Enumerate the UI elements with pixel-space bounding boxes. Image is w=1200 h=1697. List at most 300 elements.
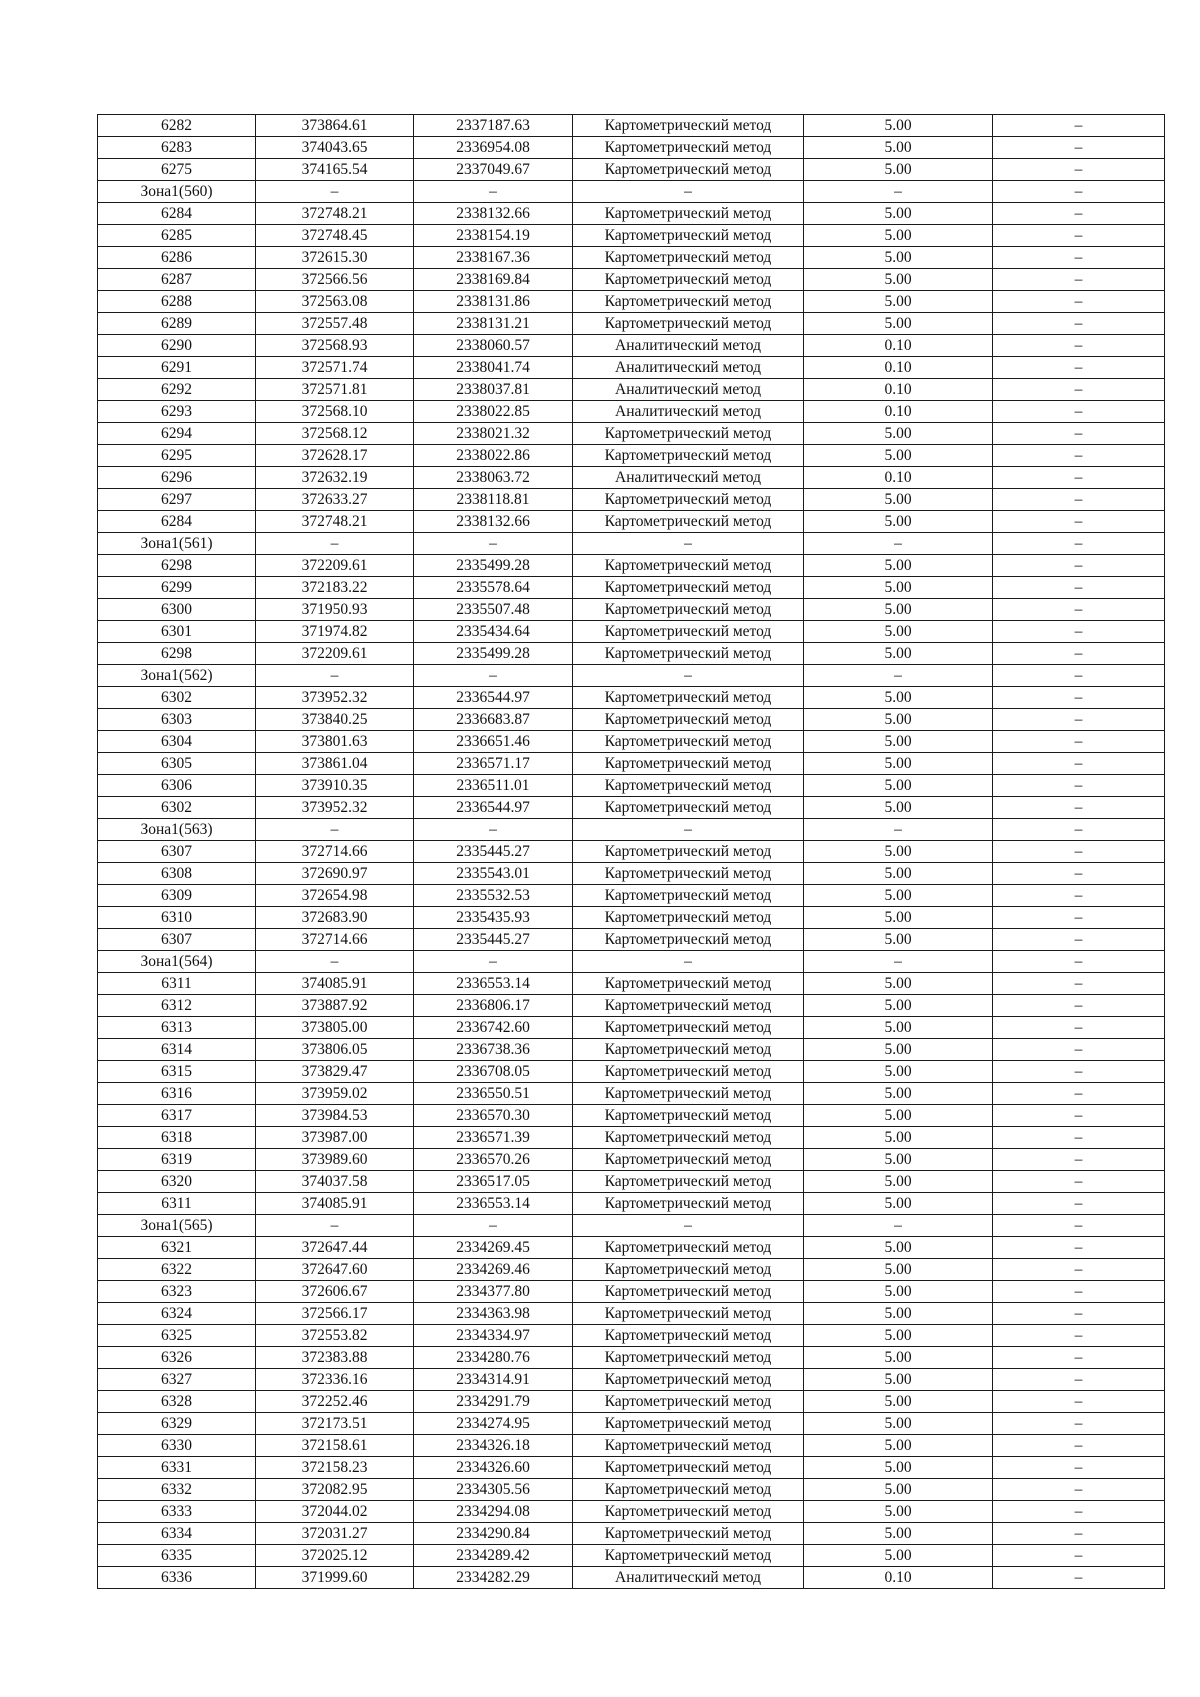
y-coordinate-cell: 2337187.63 [414, 115, 573, 137]
point-number-cell: 6324 [98, 1303, 256, 1325]
method-cell: Картометрический метод [573, 599, 804, 621]
accuracy-cell: 5.00 [804, 863, 993, 885]
point-number-cell: 6306 [98, 775, 256, 797]
method-cell: Картометрический метод [573, 929, 804, 951]
zone-label-cell: Зона1(565) [98, 1215, 256, 1237]
method-cell: Картометрический метод [573, 1479, 804, 1501]
description-cell: – [993, 445, 1165, 467]
x-coordinate-cell: 374043.65 [256, 137, 414, 159]
point-number-cell: 6302 [98, 797, 256, 819]
accuracy-cell: – [804, 533, 993, 555]
table-row [98, 1567, 1165, 1589]
y-coordinate-cell: 2335435.93 [414, 907, 573, 929]
x-coordinate-cell: 373959.02 [256, 1083, 414, 1105]
accuracy-cell: 5.00 [804, 577, 993, 599]
y-coordinate-cell: 2336550.51 [414, 1083, 573, 1105]
table-row [98, 467, 1165, 489]
description-cell: – [993, 1171, 1165, 1193]
x-coordinate-cell: 372031.27 [256, 1523, 414, 1545]
table-row [98, 1105, 1165, 1127]
method-cell: Картометрический метод [573, 1259, 804, 1281]
method-cell: Картометрический метод [573, 1501, 804, 1523]
accuracy-cell: – [804, 181, 993, 203]
description-cell: – [993, 489, 1165, 511]
description-cell: – [993, 1545, 1165, 1567]
table-row [98, 885, 1165, 907]
point-number-cell: 6319 [98, 1149, 256, 1171]
accuracy-cell: 5.00 [804, 137, 993, 159]
zone-header-row [98, 181, 1165, 203]
y-coordinate-cell: 2336517.05 [414, 1171, 573, 1193]
y-coordinate-cell: 2338041.74 [414, 357, 573, 379]
x-coordinate-cell: 373805.00 [256, 1017, 414, 1039]
point-number-cell: 6315 [98, 1061, 256, 1083]
accuracy-cell: – [804, 1215, 993, 1237]
point-number-cell: 6301 [98, 621, 256, 643]
y-coordinate-cell: 2338037.81 [414, 379, 573, 401]
point-number-cell: 6316 [98, 1083, 256, 1105]
method-cell: Картометрический метод [573, 225, 804, 247]
x-coordinate-cell: 373984.53 [256, 1105, 414, 1127]
x-coordinate-cell: 374085.91 [256, 1193, 414, 1215]
accuracy-cell: 5.00 [804, 1281, 993, 1303]
y-coordinate-cell: – [414, 665, 573, 687]
description-cell: – [993, 863, 1165, 885]
x-coordinate-cell: 372173.51 [256, 1413, 414, 1435]
accuracy-cell: 5.00 [804, 423, 993, 445]
table-row [98, 1413, 1165, 1435]
y-coordinate-cell: 2334269.46 [414, 1259, 573, 1281]
table-body [98, 115, 1165, 1589]
description-cell: – [993, 533, 1165, 555]
x-coordinate-cell: 372568.12 [256, 423, 414, 445]
accuracy-cell: 0.10 [804, 401, 993, 423]
y-coordinate-cell: 2334326.60 [414, 1457, 573, 1479]
description-cell: – [993, 797, 1165, 819]
x-coordinate-cell: 372647.60 [256, 1259, 414, 1281]
y-coordinate-cell: – [414, 819, 573, 841]
x-coordinate-cell: 372632.19 [256, 467, 414, 489]
zone-header-row [98, 665, 1165, 687]
accuracy-cell: 5.00 [804, 1105, 993, 1127]
description-cell: – [993, 1435, 1165, 1457]
point-number-cell: 6287 [98, 269, 256, 291]
accuracy-cell: 5.00 [804, 1545, 993, 1567]
description-cell: – [993, 1237, 1165, 1259]
description-cell: – [993, 709, 1165, 731]
accuracy-cell: 5.00 [804, 709, 993, 731]
table-row [98, 401, 1165, 423]
x-coordinate-cell: 371950.93 [256, 599, 414, 621]
accuracy-cell: 5.00 [804, 1083, 993, 1105]
table-row [98, 709, 1165, 731]
accuracy-cell: 5.00 [804, 797, 993, 819]
point-number-cell: 6318 [98, 1127, 256, 1149]
point-number-cell: 6295 [98, 445, 256, 467]
accuracy-cell: 5.00 [804, 1457, 993, 1479]
table-row [98, 995, 1165, 1017]
method-cell: – [573, 665, 804, 687]
description-cell: – [993, 1039, 1165, 1061]
description-cell: – [993, 1083, 1165, 1105]
method-cell: Аналитический метод [573, 335, 804, 357]
description-cell: – [993, 1149, 1165, 1171]
point-number-cell: 6299 [98, 577, 256, 599]
y-coordinate-cell: 2334282.29 [414, 1567, 573, 1589]
x-coordinate-cell: 372158.23 [256, 1457, 414, 1479]
table-row [98, 1325, 1165, 1347]
accuracy-cell: – [804, 819, 993, 841]
point-number-cell: 6321 [98, 1237, 256, 1259]
y-coordinate-cell: 2334326.18 [414, 1435, 573, 1457]
point-number-cell: 6285 [98, 225, 256, 247]
accuracy-cell: 5.00 [804, 1017, 993, 1039]
table-row [98, 137, 1165, 159]
y-coordinate-cell: 2336571.39 [414, 1127, 573, 1149]
table-row [98, 1193, 1165, 1215]
method-cell: Картометрический метод [573, 841, 804, 863]
accuracy-cell: 5.00 [804, 291, 993, 313]
coordinates-table [97, 114, 1165, 1589]
table-row [98, 1237, 1165, 1259]
point-number-cell: 6291 [98, 357, 256, 379]
x-coordinate-cell: 373987.00 [256, 1127, 414, 1149]
accuracy-cell: 0.10 [804, 335, 993, 357]
description-cell: – [993, 995, 1165, 1017]
x-coordinate-cell: – [256, 951, 414, 973]
y-coordinate-cell: 2335499.28 [414, 643, 573, 665]
table-row [98, 1501, 1165, 1523]
point-number-cell: 6320 [98, 1171, 256, 1193]
zone-label-cell: Зона1(564) [98, 951, 256, 973]
description-cell: – [993, 643, 1165, 665]
y-coordinate-cell: 2335434.64 [414, 621, 573, 643]
accuracy-cell: 5.00 [804, 115, 993, 137]
point-number-cell: 6310 [98, 907, 256, 929]
table-row [98, 1061, 1165, 1083]
description-cell: – [993, 269, 1165, 291]
description-cell: – [993, 511, 1165, 533]
description-cell: – [993, 1215, 1165, 1237]
table-row [98, 335, 1165, 357]
description-cell: – [993, 225, 1165, 247]
point-number-cell: 6305 [98, 753, 256, 775]
table-row [98, 159, 1165, 181]
table-row [98, 621, 1165, 643]
zone-header-row [98, 1215, 1165, 1237]
method-cell: Картометрический метод [573, 1193, 804, 1215]
x-coordinate-cell: 374037.58 [256, 1171, 414, 1193]
x-coordinate-cell: 372714.66 [256, 929, 414, 951]
point-number-cell: 6334 [98, 1523, 256, 1545]
description-cell: – [993, 731, 1165, 753]
point-number-cell: 6311 [98, 1193, 256, 1215]
zone-label-cell: Зона1(562) [98, 665, 256, 687]
table-row [98, 841, 1165, 863]
method-cell: Картометрический метод [573, 247, 804, 269]
x-coordinate-cell: 372566.56 [256, 269, 414, 291]
table-row [98, 1303, 1165, 1325]
description-cell: – [993, 1523, 1165, 1545]
y-coordinate-cell: 2338154.19 [414, 225, 573, 247]
accuracy-cell: 5.00 [804, 731, 993, 753]
method-cell: Картометрический метод [573, 797, 804, 819]
x-coordinate-cell: 372209.61 [256, 555, 414, 577]
x-coordinate-cell: 373806.05 [256, 1039, 414, 1061]
method-cell: Картометрический метод [573, 1435, 804, 1457]
point-number-cell: 6308 [98, 863, 256, 885]
y-coordinate-cell: 2338022.85 [414, 401, 573, 423]
accuracy-cell: 5.00 [804, 1039, 993, 1061]
y-coordinate-cell: 2338118.81 [414, 489, 573, 511]
accuracy-cell: 5.00 [804, 643, 993, 665]
table-row [98, 269, 1165, 291]
accuracy-cell: 5.00 [804, 247, 993, 269]
description-cell: – [993, 1259, 1165, 1281]
x-coordinate-cell: 372557.48 [256, 313, 414, 335]
y-coordinate-cell: – [414, 951, 573, 973]
x-coordinate-cell: 373952.32 [256, 687, 414, 709]
x-coordinate-cell: 372714.66 [256, 841, 414, 863]
method-cell: Картометрический метод [573, 1545, 804, 1567]
y-coordinate-cell: 2336742.60 [414, 1017, 573, 1039]
method-cell: – [573, 533, 804, 555]
table-row [98, 753, 1165, 775]
table-row [98, 1369, 1165, 1391]
method-cell: Аналитический метод [573, 401, 804, 423]
accuracy-cell: 5.00 [804, 1479, 993, 1501]
y-coordinate-cell: 2334289.42 [414, 1545, 573, 1567]
y-coordinate-cell: 2335532.53 [414, 885, 573, 907]
x-coordinate-cell: 373989.60 [256, 1149, 414, 1171]
description-cell: – [993, 1391, 1165, 1413]
method-cell: Картометрический метод [573, 291, 804, 313]
point-number-cell: 6297 [98, 489, 256, 511]
accuracy-cell: 5.00 [804, 599, 993, 621]
accuracy-cell: 5.00 [804, 1237, 993, 1259]
table-row [98, 1171, 1165, 1193]
accuracy-cell: 5.00 [804, 1061, 993, 1083]
method-cell: Картометрический метод [573, 753, 804, 775]
point-number-cell: 6333 [98, 1501, 256, 1523]
y-coordinate-cell: 2338131.21 [414, 313, 573, 335]
method-cell: – [573, 1215, 804, 1237]
y-coordinate-cell: 2338022.86 [414, 445, 573, 467]
method-cell: Картометрический метод [573, 511, 804, 533]
x-coordinate-cell: – [256, 1215, 414, 1237]
accuracy-cell: 5.00 [804, 225, 993, 247]
table-row [98, 1479, 1165, 1501]
accuracy-cell: 5.00 [804, 1325, 993, 1347]
accuracy-cell: 5.00 [804, 775, 993, 797]
y-coordinate-cell: 2334305.56 [414, 1479, 573, 1501]
y-coordinate-cell: 2336708.05 [414, 1061, 573, 1083]
zone-header-row [98, 951, 1165, 973]
description-cell: – [993, 555, 1165, 577]
point-number-cell: 6332 [98, 1479, 256, 1501]
y-coordinate-cell: 2336806.17 [414, 995, 573, 1017]
accuracy-cell: 5.00 [804, 1259, 993, 1281]
x-coordinate-cell: 372647.44 [256, 1237, 414, 1259]
point-number-cell: 6288 [98, 291, 256, 313]
zone-label-cell: Зона1(561) [98, 533, 256, 555]
point-number-cell: 6335 [98, 1545, 256, 1567]
description-cell: – [993, 1479, 1165, 1501]
x-coordinate-cell: 372615.30 [256, 247, 414, 269]
point-number-cell: 6326 [98, 1347, 256, 1369]
x-coordinate-cell: 372690.97 [256, 863, 414, 885]
point-number-cell: 6298 [98, 555, 256, 577]
table-row [98, 379, 1165, 401]
y-coordinate-cell: 2338060.57 [414, 335, 573, 357]
accuracy-cell: 0.10 [804, 1567, 993, 1589]
method-cell: Картометрический метод [573, 1413, 804, 1435]
x-coordinate-cell: 372044.02 [256, 1501, 414, 1523]
accuracy-cell: 5.00 [804, 621, 993, 643]
method-cell: Картометрический метод [573, 643, 804, 665]
y-coordinate-cell: 2336544.97 [414, 797, 573, 819]
accuracy-cell: 5.00 [804, 1369, 993, 1391]
point-number-cell: 6300 [98, 599, 256, 621]
x-coordinate-cell: 373952.32 [256, 797, 414, 819]
y-coordinate-cell: 2336544.97 [414, 687, 573, 709]
y-coordinate-cell: 2336683.87 [414, 709, 573, 731]
y-coordinate-cell: 2334290.84 [414, 1523, 573, 1545]
description-cell: – [993, 1501, 1165, 1523]
point-number-cell: 6292 [98, 379, 256, 401]
description-cell: – [993, 951, 1165, 973]
method-cell: Картометрический метод [573, 1237, 804, 1259]
x-coordinate-cell: 372209.61 [256, 643, 414, 665]
point-number-cell: 6293 [98, 401, 256, 423]
y-coordinate-cell: 2336651.46 [414, 731, 573, 753]
method-cell: Картометрический метод [573, 313, 804, 335]
x-coordinate-cell: 373840.25 [256, 709, 414, 731]
x-coordinate-cell: 373864.61 [256, 115, 414, 137]
table-row [98, 511, 1165, 533]
description-cell: – [993, 885, 1165, 907]
description-cell: – [993, 621, 1165, 643]
y-coordinate-cell: 2336553.14 [414, 1193, 573, 1215]
method-cell: Картометрический метод [573, 1039, 804, 1061]
x-coordinate-cell: 374165.54 [256, 159, 414, 181]
x-coordinate-cell: 373910.35 [256, 775, 414, 797]
method-cell: Картометрический метод [573, 973, 804, 995]
y-coordinate-cell: 2338131.86 [414, 291, 573, 313]
y-coordinate-cell: 2335507.48 [414, 599, 573, 621]
point-number-cell: 6304 [98, 731, 256, 753]
point-number-cell: 6284 [98, 203, 256, 225]
table-row [98, 313, 1165, 335]
point-number-cell: 6302 [98, 687, 256, 709]
x-coordinate-cell: 372571.74 [256, 357, 414, 379]
x-coordinate-cell: 373801.63 [256, 731, 414, 753]
point-number-cell: 6330 [98, 1435, 256, 1457]
x-coordinate-cell: 372571.81 [256, 379, 414, 401]
accuracy-cell: 0.10 [804, 379, 993, 401]
method-cell: Картометрический метод [573, 269, 804, 291]
accuracy-cell: 5.00 [804, 1413, 993, 1435]
table-row [98, 1545, 1165, 1567]
table-row [98, 247, 1165, 269]
description-cell: – [993, 467, 1165, 489]
point-number-cell: 6307 [98, 841, 256, 863]
description-cell: – [993, 115, 1165, 137]
y-coordinate-cell: 2335578.64 [414, 577, 573, 599]
x-coordinate-cell: 372025.12 [256, 1545, 414, 1567]
y-coordinate-cell: 2338167.36 [414, 247, 573, 269]
description-cell: – [993, 687, 1165, 709]
accuracy-cell: 5.00 [804, 203, 993, 225]
x-coordinate-cell: 372654.98 [256, 885, 414, 907]
table-row [98, 1127, 1165, 1149]
table-row [98, 1039, 1165, 1061]
y-coordinate-cell: 2334269.45 [414, 1237, 573, 1259]
description-cell: – [993, 137, 1165, 159]
method-cell: Картометрический метод [573, 995, 804, 1017]
x-coordinate-cell: – [256, 665, 414, 687]
table-row [98, 1149, 1165, 1171]
accuracy-cell: 5.00 [804, 1127, 993, 1149]
method-cell: Картометрический метод [573, 1127, 804, 1149]
x-coordinate-cell: 372633.27 [256, 489, 414, 511]
description-cell: – [993, 665, 1165, 687]
x-coordinate-cell: 372383.88 [256, 1347, 414, 1369]
method-cell: Картометрический метод [573, 1061, 804, 1083]
point-number-cell: 6317 [98, 1105, 256, 1127]
x-coordinate-cell: 372563.08 [256, 291, 414, 313]
y-coordinate-cell: 2334274.95 [414, 1413, 573, 1435]
y-coordinate-cell: 2336738.36 [414, 1039, 573, 1061]
point-number-cell: 6329 [98, 1413, 256, 1435]
description-cell: – [993, 335, 1165, 357]
method-cell: Картометрический метод [573, 1281, 804, 1303]
accuracy-cell: 5.00 [804, 687, 993, 709]
point-number-cell: 6294 [98, 423, 256, 445]
y-coordinate-cell: 2334377.80 [414, 1281, 573, 1303]
method-cell: Картометрический метод [573, 1171, 804, 1193]
accuracy-cell: 5.00 [804, 753, 993, 775]
description-cell: – [993, 599, 1165, 621]
method-cell: Картометрический метод [573, 1325, 804, 1347]
description-cell: – [993, 291, 1165, 313]
description-cell: – [993, 313, 1165, 335]
description-cell: – [993, 1061, 1165, 1083]
method-cell: Картометрический метод [573, 1083, 804, 1105]
description-cell: – [993, 929, 1165, 951]
table-row [98, 423, 1165, 445]
description-cell: – [993, 357, 1165, 379]
accuracy-cell: 5.00 [804, 555, 993, 577]
zone-header-row [98, 819, 1165, 841]
method-cell: Картометрический метод [573, 731, 804, 753]
point-number-cell: 6289 [98, 313, 256, 335]
method-cell: Картометрический метод [573, 1391, 804, 1413]
description-cell: – [993, 203, 1165, 225]
accuracy-cell: 5.00 [804, 269, 993, 291]
point-number-cell: 6296 [98, 467, 256, 489]
point-number-cell: 6313 [98, 1017, 256, 1039]
method-cell: Картометрический метод [573, 1347, 804, 1369]
description-cell: – [993, 1369, 1165, 1391]
accuracy-cell: 5.00 [804, 1435, 993, 1457]
x-coordinate-cell: 372748.21 [256, 511, 414, 533]
accuracy-cell: 5.00 [804, 159, 993, 181]
x-coordinate-cell: – [256, 819, 414, 841]
accuracy-cell: 5.00 [804, 313, 993, 335]
accuracy-cell: 5.00 [804, 1303, 993, 1325]
y-coordinate-cell: – [414, 181, 573, 203]
